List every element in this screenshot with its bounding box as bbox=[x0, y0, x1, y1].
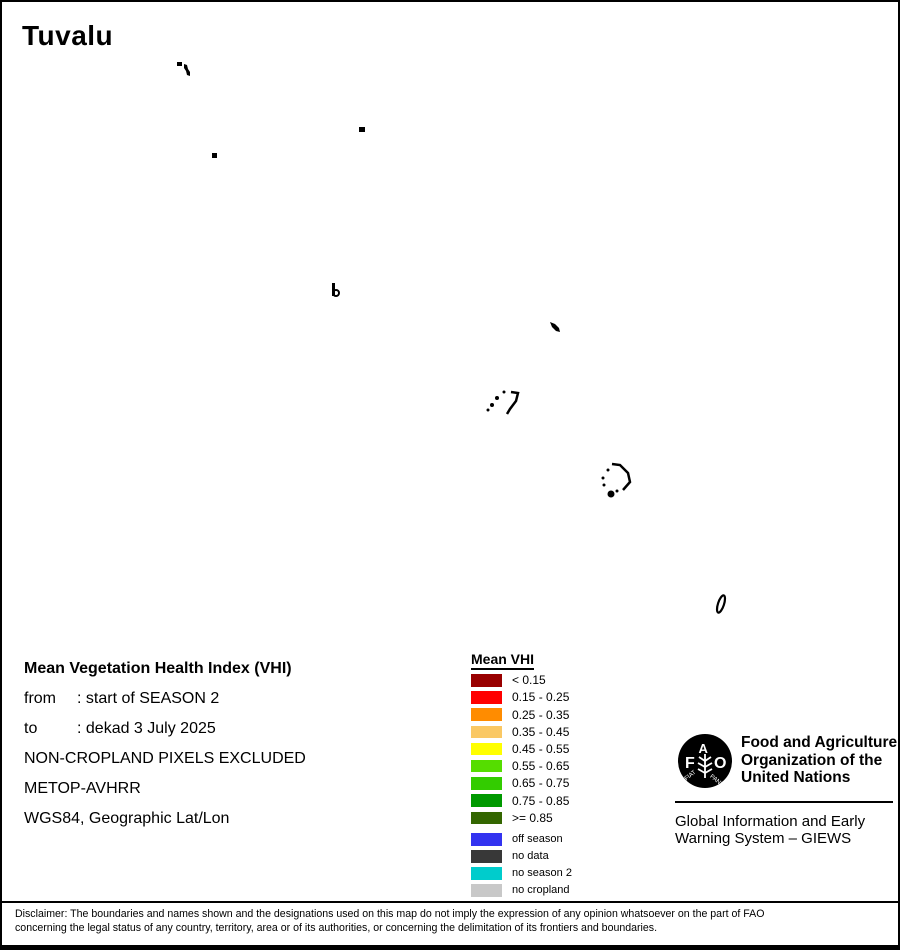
legend-swatch bbox=[471, 708, 502, 721]
island-blob-east bbox=[550, 322, 560, 332]
legend-label: no data bbox=[512, 850, 549, 863]
island-dot-n bbox=[359, 127, 365, 132]
legend-label: < 0.15 bbox=[512, 673, 546, 688]
info-to-line bbox=[24, 714, 306, 744]
legend-label: 0.75 - 0.85 bbox=[512, 793, 570, 808]
legend-swatch bbox=[471, 850, 502, 863]
fao-logo-letter-a: A bbox=[698, 741, 708, 756]
legend-swatch bbox=[471, 867, 502, 880]
disclaimer-divider bbox=[2, 901, 898, 903]
legend-row bbox=[471, 867, 572, 880]
info-to-label: to bbox=[24, 720, 38, 737]
disclaimer-line1: Disclaimer: The boundaries and names shown and the designations used on this map do not imply the expression of any opinion whatsoever on the part of FAO bbox=[15, 908, 765, 920]
giews-line1: Global Information and Early bbox=[675, 813, 866, 830]
fao-divider bbox=[675, 801, 893, 803]
giews-line2: Warning System – GIEWS bbox=[675, 830, 852, 847]
legend-class-list bbox=[471, 674, 569, 824]
legend-swatch bbox=[471, 743, 502, 756]
legend-label: no cropland bbox=[512, 884, 570, 897]
info-from-line bbox=[24, 684, 306, 714]
fao-logo-letter-o: O bbox=[714, 755, 727, 772]
island-atoll-central-bar bbox=[332, 283, 335, 296]
info-to-value: : dekad 3 July 2025 bbox=[77, 720, 216, 737]
legend-label: >= 0.85 bbox=[512, 810, 553, 825]
legend-row bbox=[471, 884, 572, 897]
legend-swatch bbox=[471, 794, 502, 807]
info-from-value: : start of SEASON 2 bbox=[77, 690, 220, 707]
fao-logo-motto-panis: PANIS bbox=[708, 773, 726, 790]
legend-row bbox=[471, 674, 569, 687]
legend-row bbox=[471, 691, 569, 704]
legend-row bbox=[471, 743, 569, 756]
disclaimer bbox=[15, 907, 888, 935]
legend-label: 0.55 - 0.65 bbox=[512, 759, 570, 774]
fao-logo-motto-fiat: FIAT bbox=[683, 769, 698, 783]
legend-label: 0.35 - 0.45 bbox=[512, 724, 570, 739]
legend-row bbox=[471, 794, 569, 807]
legend-title: Mean VHI bbox=[471, 651, 534, 670]
info-heading: Mean Vegetation Health Index (VHI) bbox=[24, 660, 292, 677]
legend-swatch bbox=[471, 674, 502, 687]
legend-swatch bbox=[471, 691, 502, 704]
info-from-label: from bbox=[24, 690, 56, 707]
fao-logo-letter-f: F bbox=[685, 755, 695, 772]
legend-swatch bbox=[471, 777, 502, 790]
island-blob-nw bbox=[184, 64, 190, 76]
legend-swatch bbox=[471, 833, 502, 846]
island-dot-nw bbox=[177, 62, 182, 66]
disclaimer-line2: concerning the legal status of any country, territory, area or of its authorities, or concerning the delimitation of its frontiers and boundaries. bbox=[15, 922, 658, 934]
legend-swatch bbox=[471, 884, 502, 897]
legend-row bbox=[471, 726, 569, 739]
legend-swatch bbox=[471, 726, 502, 739]
info-noncropland: NON-CROPLAND PIXELS EXCLUDED bbox=[24, 750, 306, 767]
map-info-block bbox=[24, 654, 306, 834]
legend-row bbox=[471, 708, 569, 721]
fao-org-line2: Organization of the bbox=[741, 751, 883, 769]
legend bbox=[471, 651, 569, 824]
legend-label: 0.25 - 0.35 bbox=[512, 707, 570, 722]
island-ring-far-southeast bbox=[715, 595, 726, 614]
island-ring-southeast bbox=[602, 464, 631, 498]
legend-label: 0.15 - 0.25 bbox=[512, 690, 570, 705]
info-projection: WGS84, Geographic Lat/Lon bbox=[24, 810, 230, 827]
legend-swatch bbox=[471, 812, 502, 825]
giews-label bbox=[675, 813, 865, 847]
legend-label: 0.45 - 0.55 bbox=[512, 742, 570, 756]
legend-label: off season bbox=[512, 833, 563, 846]
fao-org-line3: United Nations bbox=[741, 769, 851, 786]
island-markers bbox=[177, 62, 727, 613]
fao-org-line1: Food and Agriculture bbox=[741, 734, 898, 751]
legend-row bbox=[471, 833, 572, 846]
legend-row bbox=[471, 760, 569, 773]
page-title: Tuvalu bbox=[22, 20, 114, 51]
info-sensor: METOP-AVHRR bbox=[24, 780, 141, 797]
fao-org-name bbox=[741, 734, 897, 787]
fao-logo-icon bbox=[677, 732, 733, 790]
legend-row bbox=[471, 777, 569, 790]
legend-label: no season 2 bbox=[512, 867, 572, 880]
legend-row bbox=[471, 812, 569, 825]
island-atoll-central-ring bbox=[333, 290, 339, 296]
island-dot-w bbox=[212, 153, 217, 158]
legend-label: 0.65 - 0.75 bbox=[512, 776, 570, 791]
legend-row bbox=[471, 850, 572, 863]
legend-extra-list bbox=[471, 833, 572, 897]
island-atoll-mid bbox=[487, 391, 519, 415]
legend-swatch bbox=[471, 760, 502, 773]
